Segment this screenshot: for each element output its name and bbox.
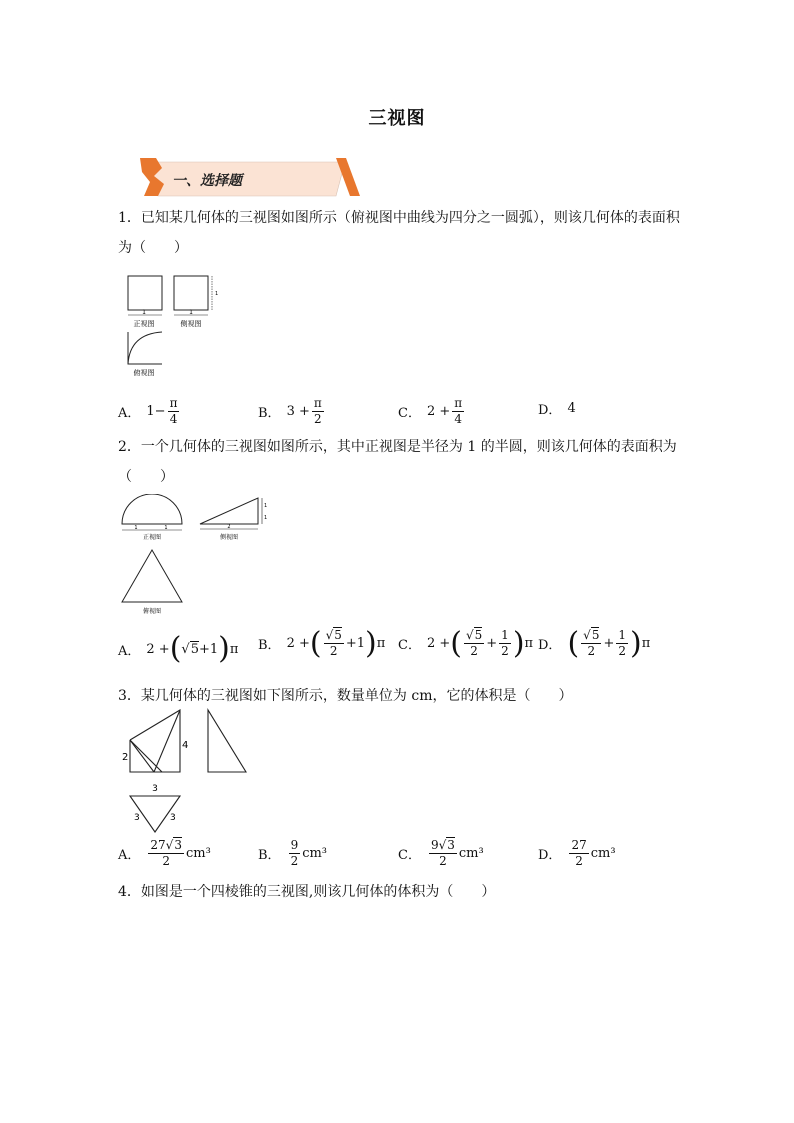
- q2-front-label: 正视图: [142, 534, 162, 541]
- q2-dim-5: 1: [264, 515, 268, 521]
- q1-side-view: [174, 276, 208, 310]
- q2-stem-line1: 2．一个几何体的三视图如图所示，其中正视图是半径为 1 的半圆，则该几何体的表面积为: [118, 439, 677, 455]
- q3-stem-line1: 3．某几何体的三视图如下图所示，数量单位为 cm，它的体积是（ ）: [118, 688, 573, 704]
- q2-dim-2: 1: [164, 525, 168, 531]
- q2-option-b[interactable]: B． 2 + ( $\frac{√5}{2}$ +1 ) π: [258, 625, 386, 661]
- q1-dim-side-v: 1: [215, 291, 219, 297]
- q2-dim-4: 1: [264, 503, 268, 509]
- q1-option-d[interactable]: D． 4: [538, 401, 576, 418]
- q2-top-label: 俯视图: [142, 608, 162, 615]
- q1-stem-line2: 为（ ）: [118, 240, 188, 256]
- q3-option-a[interactable]: A． $\frac{27√3}{2}$ cm³: [118, 838, 211, 868]
- q2-front-view: [122, 494, 182, 524]
- q1-dim-side: 1: [189, 309, 193, 316]
- q2-option-c[interactable]: C． 2 + ( $\frac{√5}{2}$ + $\frac{1}{2}$ ) π: [398, 625, 534, 661]
- page-title: 三视图: [368, 108, 426, 129]
- q1-option-b[interactable]: B． 3 + $\frac{\pi}{2}$: [258, 396, 322, 426]
- q1-dim-front: 1: [142, 309, 146, 316]
- q3-option-d[interactable]: D． $\frac{27}{2}$ cm³: [538, 838, 616, 868]
- q3-dim-tl: 3: [134, 813, 140, 823]
- q3-figure: [116, 706, 256, 836]
- q3-dim-left: 2: [122, 752, 129, 763]
- q2-side-view: [200, 498, 258, 524]
- q2-option-d[interactable]: D． ( $\frac{√5}{2}$ + $\frac{1}{2}$ ) π: [538, 625, 651, 661]
- q2-side-label: 侧视图: [219, 534, 239, 541]
- q4-stem-line1: 4．如图是一个四棱锥的三视图,则该几何体的体积为（ ）: [118, 884, 496, 900]
- q2-stem-line2: （ ）: [118, 469, 174, 485]
- q1-stem-line1: 1．已知某几何体的三视图如图所示（俯视图中曲线为四分之一圆弧），则该几何体的表面积: [118, 210, 680, 226]
- q3-option-c[interactable]: C． $\frac{9√3}{2}$ cm³: [398, 838, 484, 868]
- q1-top-view: [128, 332, 162, 364]
- q1-front-view: [128, 276, 162, 310]
- q1-front-label: 正视图: [133, 320, 155, 328]
- q3-option-b[interactable]: B． $\frac{9}{2}$ cm³: [258, 838, 328, 868]
- q1-option-c[interactable]: C． 2 + $\frac{\pi}{4}$: [398, 396, 463, 426]
- q1-figure: [122, 274, 222, 380]
- q3-dim-tr: 3: [170, 813, 176, 823]
- q3-dim-top: 3: [152, 784, 158, 794]
- q1-top-label: 俯视图: [133, 369, 155, 377]
- q2-figure: [118, 494, 278, 618]
- section-title: 一、选择题: [172, 173, 242, 189]
- q2-top-view: [122, 550, 182, 602]
- q2-dim-1: 1: [134, 525, 138, 531]
- q1-side-label: 侧视图: [180, 320, 202, 328]
- q1-option-a[interactable]: A． 1− $\frac{\pi}{4}$: [118, 396, 178, 426]
- q3-dim-right: 4: [182, 740, 189, 751]
- q3-side-view: [208, 710, 246, 772]
- q2-dim-3: 2: [227, 524, 231, 530]
- q3-front-view: [130, 710, 180, 772]
- q2-option-a[interactable]: A． 2 + ( √ 5 +1 ) π: [118, 631, 239, 666]
